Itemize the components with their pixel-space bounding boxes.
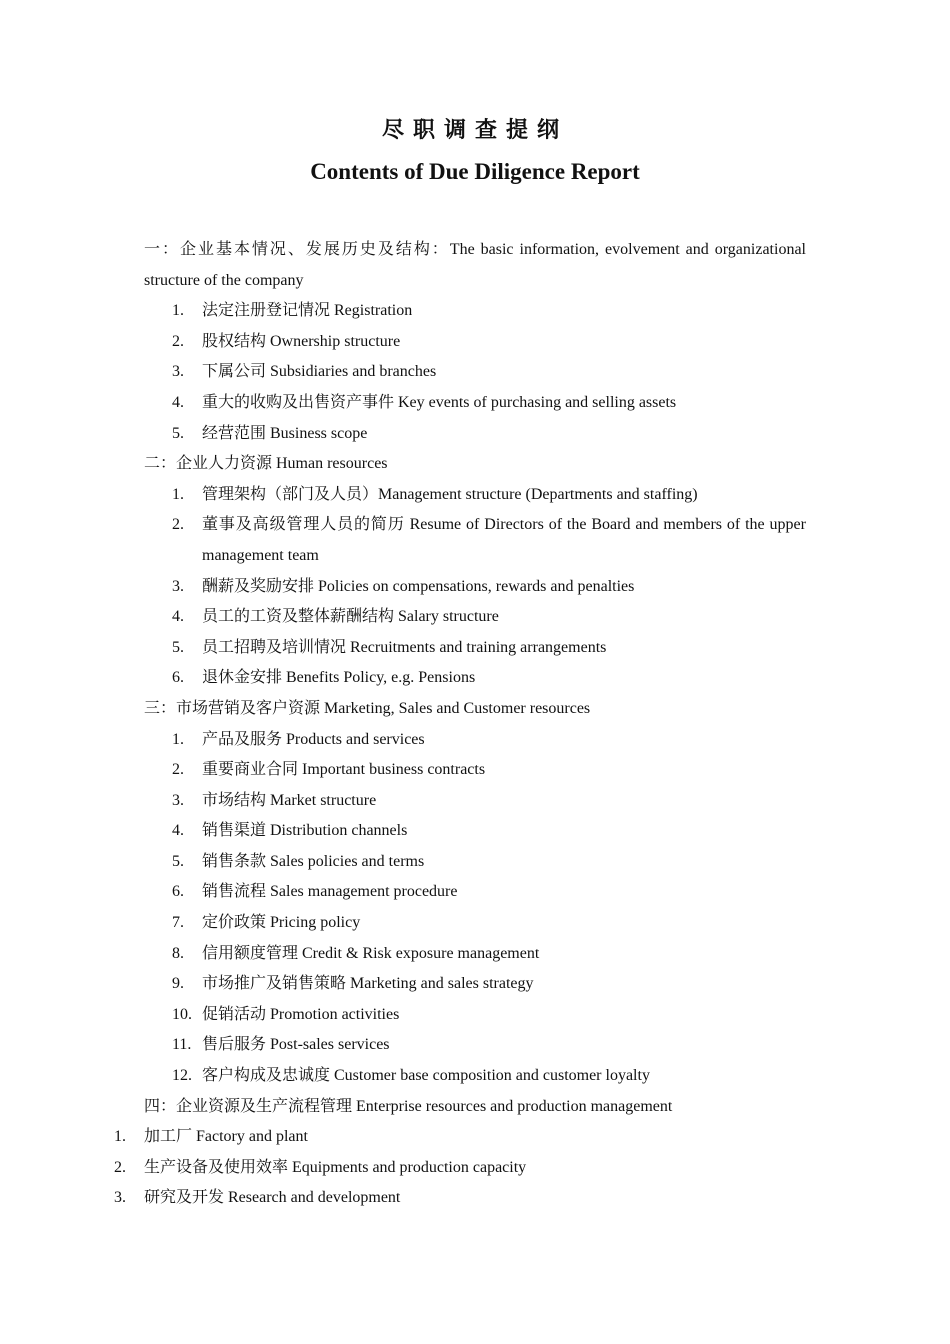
list-item	[172, 357, 806, 388]
list-item	[172, 877, 806, 908]
list-item	[172, 633, 806, 664]
list-item	[172, 388, 806, 419]
item-number: 3.	[172, 791, 184, 809]
list-item	[172, 572, 806, 603]
list-item	[172, 816, 806, 847]
item-number: 3.	[172, 577, 184, 595]
item-text: 重大的收购及出售资产事件 Key events of purchasing and selling assets	[202, 393, 677, 411]
item-text: 法定注册登记情况 Registration	[202, 302, 413, 320]
item-text: 市场推广及销售策略 Marketing and sales strategy	[202, 975, 534, 993]
item-number: 9.	[172, 975, 184, 993]
item-number: 6.	[172, 669, 184, 687]
list-item	[172, 327, 806, 358]
item-number: 3.	[172, 363, 184, 381]
item-number: 2.	[114, 1158, 126, 1176]
item-number: 12.	[172, 1067, 192, 1085]
item-number: 5.	[172, 638, 184, 656]
item-text: 销售条款 Sales policies and terms	[202, 852, 425, 870]
list-item	[172, 510, 806, 571]
item-text: 管理架构（部门及人员）Management structure (Departments and staffing)	[202, 485, 698, 503]
list-item	[172, 1000, 806, 1031]
item-text: 售后服务 Post-sales services	[202, 1036, 390, 1054]
list-item	[114, 1183, 806, 1214]
list-item	[172, 602, 806, 633]
list-item	[172, 908, 806, 939]
item-text: 销售流程 Sales management procedure	[202, 883, 458, 901]
list-item	[172, 1030, 806, 1061]
item-number: 11.	[172, 1036, 192, 1054]
list-item	[172, 663, 806, 694]
item-number: 5.	[172, 424, 184, 442]
list-item	[172, 755, 806, 786]
item-text: 员工招聘及培训情况 Recruitments and training arrangements	[202, 638, 607, 656]
item-number: 5.	[172, 852, 184, 870]
item-text: 定价政策 Pricing policy	[202, 914, 361, 932]
item-number: 2.	[172, 761, 184, 779]
item-number: 1.	[172, 730, 184, 748]
item-text: 股权结构 Ownership structure	[202, 332, 401, 350]
outline-body	[0, 235, 950, 1214]
section-heading-marketing: 三：市场营销及客户资源 Marketing, Sales and Customer resources	[144, 699, 591, 717]
list-item	[114, 1122, 806, 1153]
item-text: 经营范围 Business scope	[202, 424, 368, 442]
item-text: 下属公司 Subsidiaries and branches	[202, 363, 437, 381]
item-number: 10.	[172, 1005, 192, 1023]
section-heading-enterprise-resources: 四：企业资源及生产流程管理 Enterprise resources and production management	[144, 1097, 673, 1115]
item-number: 4.	[172, 822, 184, 840]
list-item	[172, 1061, 806, 1092]
list-item	[172, 725, 806, 756]
list-item	[172, 419, 806, 450]
item-number: 2.	[172, 516, 184, 534]
list-item	[172, 480, 806, 511]
list-item	[172, 786, 806, 817]
item-text: 重要商业合同 Important business contracts	[202, 761, 486, 779]
item-number: 8.	[172, 944, 184, 962]
item-text: 退休金安排 Benefits Policy, e.g. Pensions	[202, 669, 476, 687]
item-text: 加工厂 Factory and plant	[144, 1128, 308, 1146]
list-item	[172, 847, 806, 878]
list-item	[172, 969, 806, 1000]
item-text: 员工的工资及整体薪酬结构 Salary structure	[202, 608, 499, 626]
item-number: 4.	[172, 393, 184, 411]
item-number: 4.	[172, 608, 184, 626]
item-text: 信用额度管理 Credit & Risk exposure management	[202, 944, 540, 962]
item-number: 1.	[114, 1128, 126, 1146]
item-number: 1.	[172, 302, 184, 320]
item-text: 酬薪及奖励安排 Policies on compensations, rewards and penalties	[202, 577, 635, 595]
item-number: 6.	[172, 883, 184, 901]
page-title-english: Contents of Due Diligence Report	[310, 159, 640, 184]
list-item	[114, 1153, 806, 1184]
item-number: 1.	[172, 485, 184, 503]
item-text: 促销活动 Promotion activities	[202, 1005, 400, 1023]
list-item	[172, 939, 806, 970]
page-title-chinese: 尽职调查提纲	[381, 117, 568, 142]
item-text: 生产设备及使用效率 Equipments and production capacity	[144, 1158, 527, 1176]
item-number: 2.	[172, 332, 184, 350]
item-text: 董事及高级管理人员的简历 Resume of Directors of the Board and members of the upper management team	[202, 516, 806, 564]
item-text: 产品及服务 Products and services	[202, 730, 425, 748]
item-text: 研究及开发 Research and development	[144, 1189, 401, 1207]
item-number: 7.	[172, 914, 184, 932]
section-heading-human-resources: 二：企业人力资源 Human resources	[144, 455, 388, 473]
item-text: 市场结构 Market structure	[202, 791, 377, 809]
item-number: 3.	[114, 1189, 126, 1207]
list-item	[172, 296, 806, 327]
section-heading-basic-info: 一：企业基本情况、发展历史及结构：The basic information, evolvement and organizational structure of the company	[144, 241, 806, 289]
item-text: 客户构成及忠诚度 Customer base composition and customer loyalty	[202, 1067, 650, 1085]
item-text: 销售渠道 Distribution channels	[202, 822, 408, 840]
